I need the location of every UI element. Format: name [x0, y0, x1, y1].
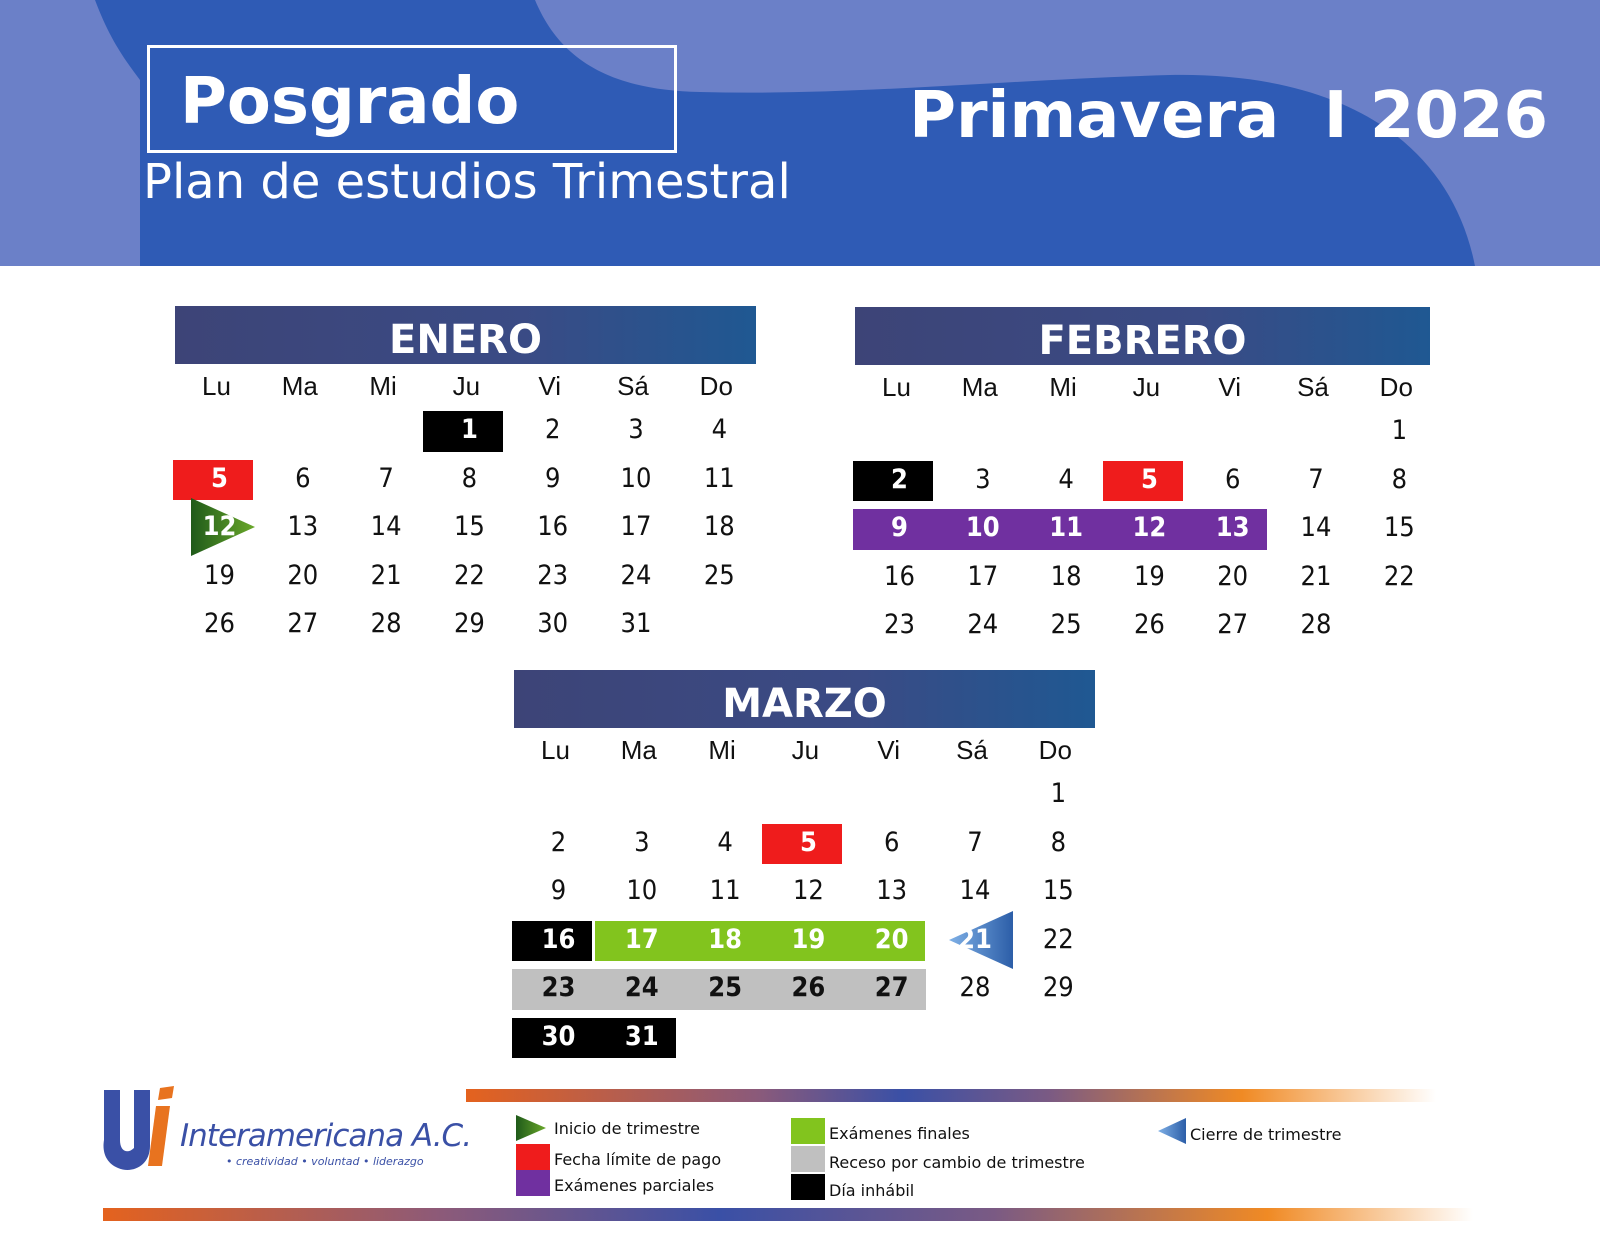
logo-name: Interamericana A.C. — [180, 1118, 472, 1154]
day-cell: 13 — [287, 511, 319, 542]
month-febrero — [855, 307, 1430, 655]
weekday-header: Ma — [620, 735, 657, 765]
day-cell: 30 — [537, 608, 569, 639]
day-cell: 29 — [1042, 972, 1074, 1003]
day-cell: 23 — [884, 609, 915, 640]
day-cell: 12 — [1132, 512, 1167, 543]
day-cell: 7 — [378, 462, 394, 494]
close-triangle-icon — [1158, 1118, 1186, 1144]
day-cell: 8 — [461, 462, 478, 494]
day-cell: 21 — [370, 559, 402, 591]
header-banner — [0, 0, 1600, 266]
month-title: ENERO — [175, 306, 756, 364]
term-title: Primavera I 2026 — [909, 79, 1548, 153]
day-cell: 28 — [370, 608, 402, 639]
day-cell: 25 — [1050, 609, 1082, 640]
day-cell: 26 — [791, 972, 826, 1003]
weekday-header: Lu — [882, 372, 911, 402]
page-title: Posgrado — [180, 65, 520, 139]
day-cell: 20 — [1217, 560, 1249, 592]
day-cell: 26 — [204, 608, 235, 639]
top-divider — [466, 1089, 1436, 1102]
day-cell: 11 — [709, 875, 741, 906]
day-cell: 3 — [628, 414, 644, 445]
day-cell: 1 — [1391, 415, 1408, 446]
weekday-header: Do — [1038, 735, 1072, 765]
day-cell: 28 — [1300, 609, 1332, 640]
weekday-header: Ma — [961, 372, 998, 402]
day-cell: 9 — [550, 875, 567, 906]
day-cell: 19 — [791, 923, 826, 955]
day-cell: 2 — [891, 463, 908, 495]
day-cell: 23 — [541, 972, 576, 1003]
day-cell: 7 — [1308, 463, 1324, 495]
day-cell: 3 — [975, 463, 991, 495]
day-cell: 16 — [884, 560, 915, 592]
weekday-header: Vi — [538, 371, 562, 401]
day-cell: 16 — [541, 923, 576, 955]
ui-logo-icon — [96, 1082, 176, 1174]
day-cell: 14 — [370, 511, 402, 542]
green-swatch — [791, 1118, 825, 1144]
weekday-header: Do — [699, 371, 733, 401]
day-cell: 18 — [1050, 560, 1082, 592]
month-title: FEBRERO — [855, 307, 1430, 365]
start-triangle-icon — [516, 1115, 546, 1141]
weekday-header: Vi — [877, 735, 901, 765]
day-cell: 22 — [1383, 560, 1415, 592]
day-cell: 10 — [965, 512, 1000, 543]
day-cell: 31 — [624, 1020, 659, 1052]
day-cell: 4 — [711, 414, 728, 445]
day-cell: 19 — [204, 559, 235, 591]
day-cell: 15 — [453, 511, 485, 542]
weekday-header: Ju — [1132, 372, 1161, 402]
bottom-divider — [103, 1208, 1473, 1221]
weekday-header: Sá — [617, 371, 649, 401]
day-cell: 20 — [874, 923, 909, 955]
day-cell: 26 — [1133, 609, 1165, 640]
legend-fecha-pago: Fecha límite de pago — [554, 1150, 722, 1169]
day-cell: 13 — [1215, 512, 1250, 543]
month-grid — [175, 364, 756, 654]
day-cell: 11 — [1049, 512, 1083, 543]
weekday-header: Sá — [956, 735, 988, 765]
day-cell: 23 — [537, 559, 569, 591]
day-cell: 14 — [959, 875, 991, 906]
day-cell: 20 — [287, 559, 319, 591]
day-cell: 1 — [460, 414, 478, 445]
day-cell: 25 — [703, 559, 735, 591]
day-cell: 27 — [874, 972, 909, 1003]
day-cell: 5 — [211, 462, 228, 494]
weekday-header: Lu — [541, 735, 570, 765]
day-cell: 2 — [544, 414, 561, 445]
day-cell: 24 — [620, 559, 652, 591]
weekday-header: Ju — [791, 735, 820, 765]
day-cell: 5 — [1140, 463, 1158, 495]
page-subtitle: Plan de estudios Trimestral — [143, 154, 791, 210]
day-cell: 31 — [620, 608, 652, 639]
day-cell: 4 — [717, 826, 733, 858]
day-cell: 16 — [537, 511, 569, 542]
weekday-header: Lu — [202, 371, 231, 401]
day-cell: 21 — [958, 923, 992, 955]
day-cell: 6 — [295, 462, 311, 494]
day-cell: 27 — [1217, 609, 1249, 640]
day-cell: 9 — [544, 462, 561, 494]
month-grid — [855, 365, 1430, 655]
weekday-header: Ma — [281, 371, 318, 401]
day-cell: 4 — [1058, 463, 1074, 495]
day-cell: 11 — [703, 462, 735, 494]
day-cell: 1 — [1050, 778, 1067, 809]
day-cell: 6 — [883, 826, 900, 858]
day-cell: 17 — [620, 511, 652, 542]
purple-swatch — [516, 1170, 550, 1196]
month-enero — [175, 306, 756, 654]
weekday-header: Mi — [708, 735, 736, 765]
grey-swatch — [791, 1146, 825, 1172]
weekday-header: Ju — [452, 371, 481, 401]
day-cell: 9 — [891, 512, 908, 543]
day-cell: 18 — [708, 923, 742, 955]
weekday-header: Mi — [369, 371, 397, 401]
legend-inicio: Inicio de trimestre — [554, 1119, 700, 1138]
day-cell: 8 — [1050, 826, 1067, 858]
day-cell: 10 — [620, 462, 652, 494]
day-cell: 28 — [959, 972, 991, 1003]
day-cell: 13 — [876, 875, 908, 906]
weekday-header: Do — [1379, 372, 1413, 402]
legend-receso: Receso por cambio de trimestre — [829, 1153, 1085, 1172]
day-cell: 30 — [541, 1020, 576, 1052]
weekday-header: Mi — [1049, 372, 1077, 402]
weekday-header: Vi — [1218, 372, 1242, 402]
legend-parciales: Exámenes parciales — [554, 1176, 715, 1195]
legend-inhabil: Día inhábil — [829, 1181, 915, 1200]
day-cell: 21 — [1300, 560, 1332, 592]
day-cell: 15 — [1042, 875, 1074, 906]
day-cell: 25 — [708, 972, 742, 1003]
day-cell: 6 — [1224, 463, 1241, 495]
weekday-header: Sá — [1297, 372, 1329, 402]
day-cell: 15 — [1383, 512, 1415, 543]
logo-tagline: • creatividad • voluntad • liderazgo — [226, 1155, 424, 1168]
legend-cierre: Cierre de trimestre — [1190, 1125, 1342, 1144]
day-cell: 18 — [703, 511, 735, 542]
red-swatch — [516, 1144, 550, 1170]
legend-finales: Exámenes finales — [829, 1124, 970, 1143]
black-swatch — [791, 1174, 825, 1200]
day-cell: 17 — [967, 560, 999, 592]
month-grid — [514, 728, 1095, 1118]
day-cell: 24 — [624, 972, 659, 1003]
day-cell: 3 — [634, 826, 650, 858]
day-cell: 5 — [799, 826, 817, 858]
day-cell: 17 — [624, 923, 659, 955]
day-cell: 19 — [1133, 560, 1165, 592]
day-cell: 12 — [792, 875, 824, 906]
day-cell: 8 — [1391, 463, 1408, 495]
day-cell: 24 — [967, 609, 999, 640]
day-cell: 10 — [626, 875, 658, 906]
day-cell: 27 — [287, 608, 319, 639]
day-cell: 22 — [1042, 923, 1074, 955]
day-cell: 2 — [550, 826, 567, 858]
day-cell: 29 — [453, 608, 485, 639]
month-title: MARZO — [514, 670, 1095, 728]
day-cell: 12 — [202, 511, 237, 542]
day-cell: 22 — [453, 559, 485, 591]
day-cell: 14 — [1300, 512, 1332, 543]
month-marzo — [514, 670, 1095, 1118]
day-cell: 7 — [967, 826, 983, 858]
